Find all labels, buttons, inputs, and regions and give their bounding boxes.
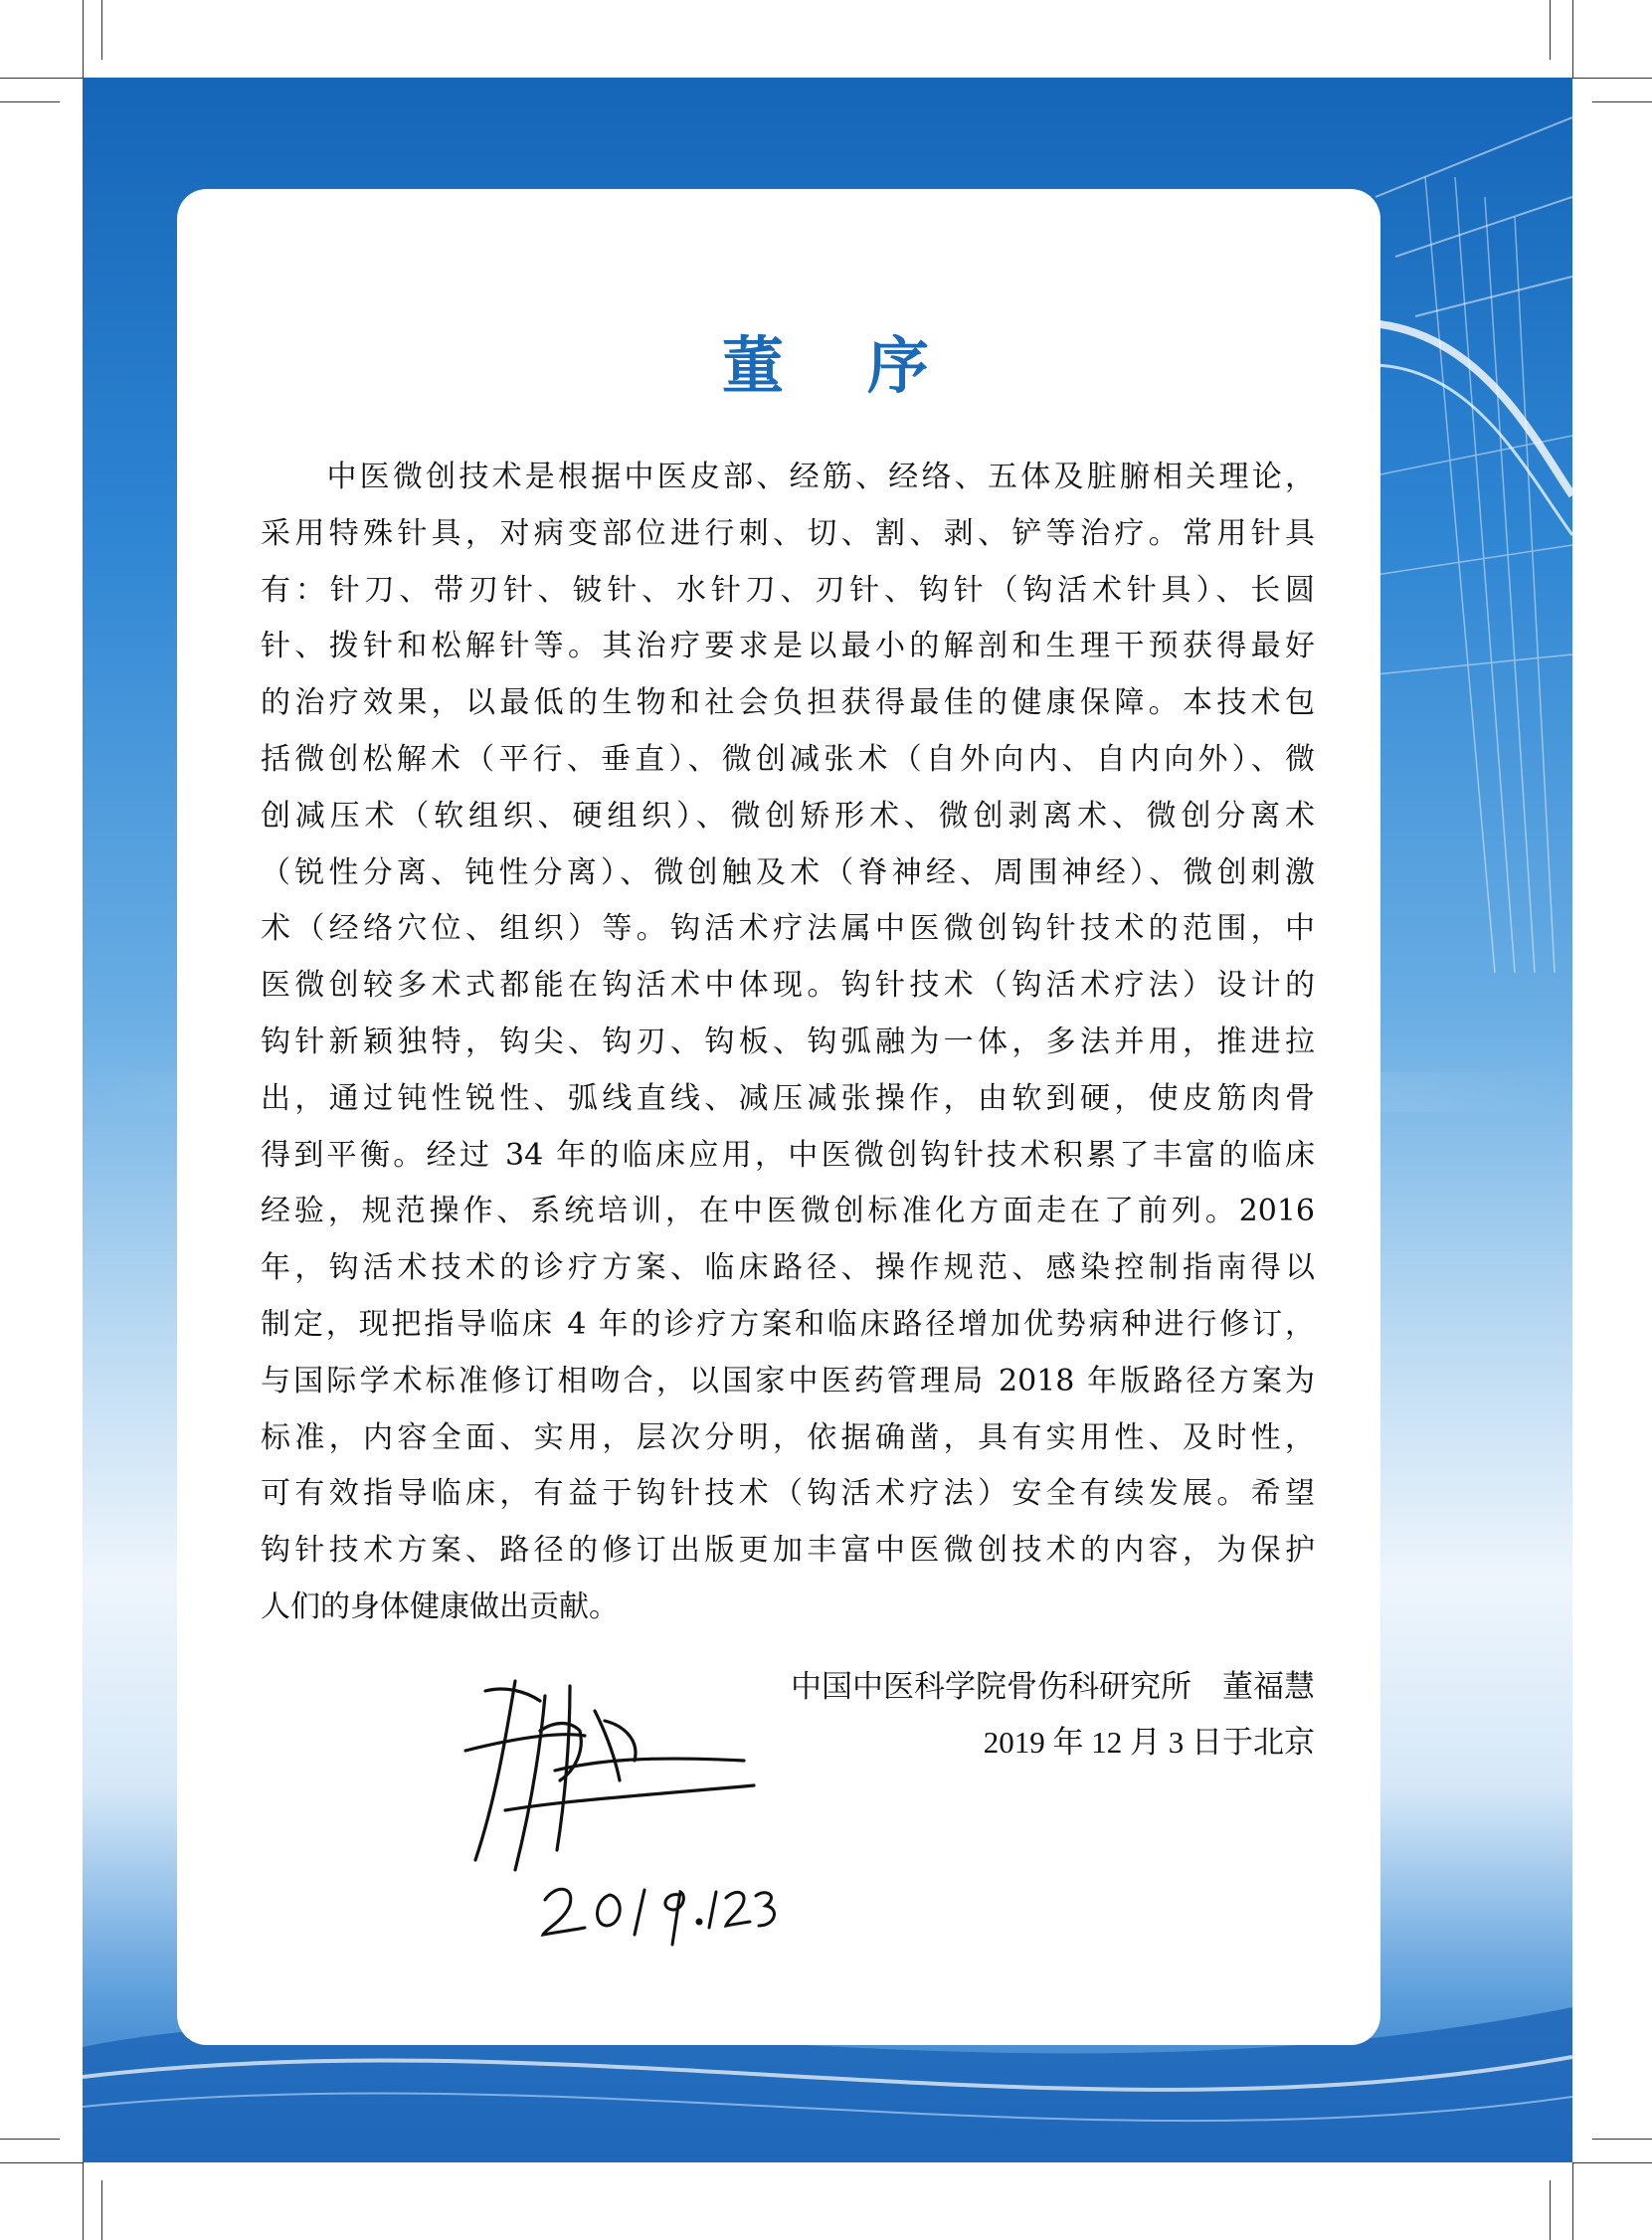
crop-mark-tr-h2 [1592, 101, 1652, 102]
crop-mark-bl-h2 [0, 2139, 60, 2140]
preface-line: 钩针技术方案、路径的修订出版更加丰富中医微创技术的内容，为保护 [261, 1533, 1315, 1569]
preface-body [261, 450, 1315, 1636]
preface-line: 年，钩活术技术的诊疗方案、临床路径、操作规范、感染控制指南得以 [261, 1250, 1315, 1286]
preface-line: 可有效指导临床，有益于钩针技术（钩活术疗法）安全有续发展。希望 [261, 1476, 1315, 1512]
crop-mark-tl-v2 [101, 0, 102, 60]
preface-line: 的治疗效果，以最低的生物和社会负担获得最佳的健康保障。本技术包 [261, 685, 1315, 721]
crop-mark-bl-v2 [101, 2180, 102, 2240]
preface-line: 出，通过钝性锐性、弧线直线、减压减张操作，由软到硬，使皮筋肉骨 [261, 1080, 1315, 1116]
preface-line: （锐性分离、钝性分离）、微创触及术（脊神经、周围神经）、微创刺激 [261, 854, 1315, 890]
preface-line: 医微创较多术式都能在钩活术中体现。钩针技术（钩活术疗法）设计的 [261, 968, 1315, 1004]
crop-mark-bl-h [0, 2162, 83, 2163]
author-affiliation: 中国中医科学院骨伤科研究所 董福慧 [791, 1669, 1315, 1704]
crop-mark-br-v2 [1550, 2180, 1551, 2240]
preface-line: 有：针刀、带刃针、铍针、水针刀、刃针、钩针（钩活术针具）、长圆 [261, 572, 1315, 608]
crop-mark-br-v [1572, 2162, 1573, 2240]
date-location: 2019 年 12 月 3 日于北京 [983, 1725, 1315, 1760]
crop-mark-tr-h [1572, 78, 1652, 79]
preface-line: 标准，内容全面、实用，层次分明，依据确凿，具有实用性、及时性， [261, 1419, 1315, 1455]
crop-mark-br-h2 [1592, 2139, 1652, 2140]
preface-line: 钩针新颖独特，钩尖、钩刃、钩板、钩弧融为一体，多法并用，推进拉 [261, 1024, 1315, 1059]
crop-mark-tl-h2 [0, 101, 60, 102]
preface-line: 经验，规范操作、系统培训，在中医微创标准化方面走在了前列。2016 [261, 1194, 1315, 1229]
preface-line: 采用特殊针具，对病变部位进行刺、切、割、剥、铲等治疗。常用针具 [261, 515, 1315, 551]
preface-line: 创减压术（软组织、硬组织）、微创矫形术、微创剥离术、微创分离术 [261, 798, 1315, 834]
crop-mark-tr-v [1572, 0, 1573, 78]
preface-line: 制定，现把指导临床 4 年的诊疗方案和临床路径增加优势病种进行修订， [261, 1306, 1315, 1342]
preface-line: 中医微创技术是根据中医皮部、经筋、经络、五体及脏腑相关理论， [261, 460, 1315, 494]
crop-mark-tl-h [0, 78, 83, 79]
preface-line: 术（经络穴位、组织）等。钩活术疗法属中医微创钩针技术的范围，中 [261, 911, 1315, 947]
signature-block [597, 1659, 1315, 1771]
crop-mark-tl-v [83, 0, 84, 78]
preface-line: 括微创松解术（平行、垂直）、微创减张术（自外向内、自内向外）、微 [261, 741, 1315, 777]
preface-line: 针、拨针和松解针等。其治疗要求是以最小的解剖和生理干预获得最好 [261, 629, 1315, 664]
page-title: 董 序 [721, 329, 931, 402]
preface-line: 与国际学术标准修订相吻合，以国家中医药管理局 2018 年版路径方案为 [261, 1363, 1315, 1399]
preface-line: 人们的身体健康做出贡献。 [261, 1588, 619, 1624]
preface-line: 得到平衡。经过 34 年的临床应用，中医微创钩针技术积累了丰富的临床 [261, 1137, 1315, 1173]
crop-mark-tr-v2 [1550, 0, 1551, 60]
crop-mark-bl-v [83, 2162, 84, 2240]
crop-mark-br-h [1572, 2162, 1652, 2163]
